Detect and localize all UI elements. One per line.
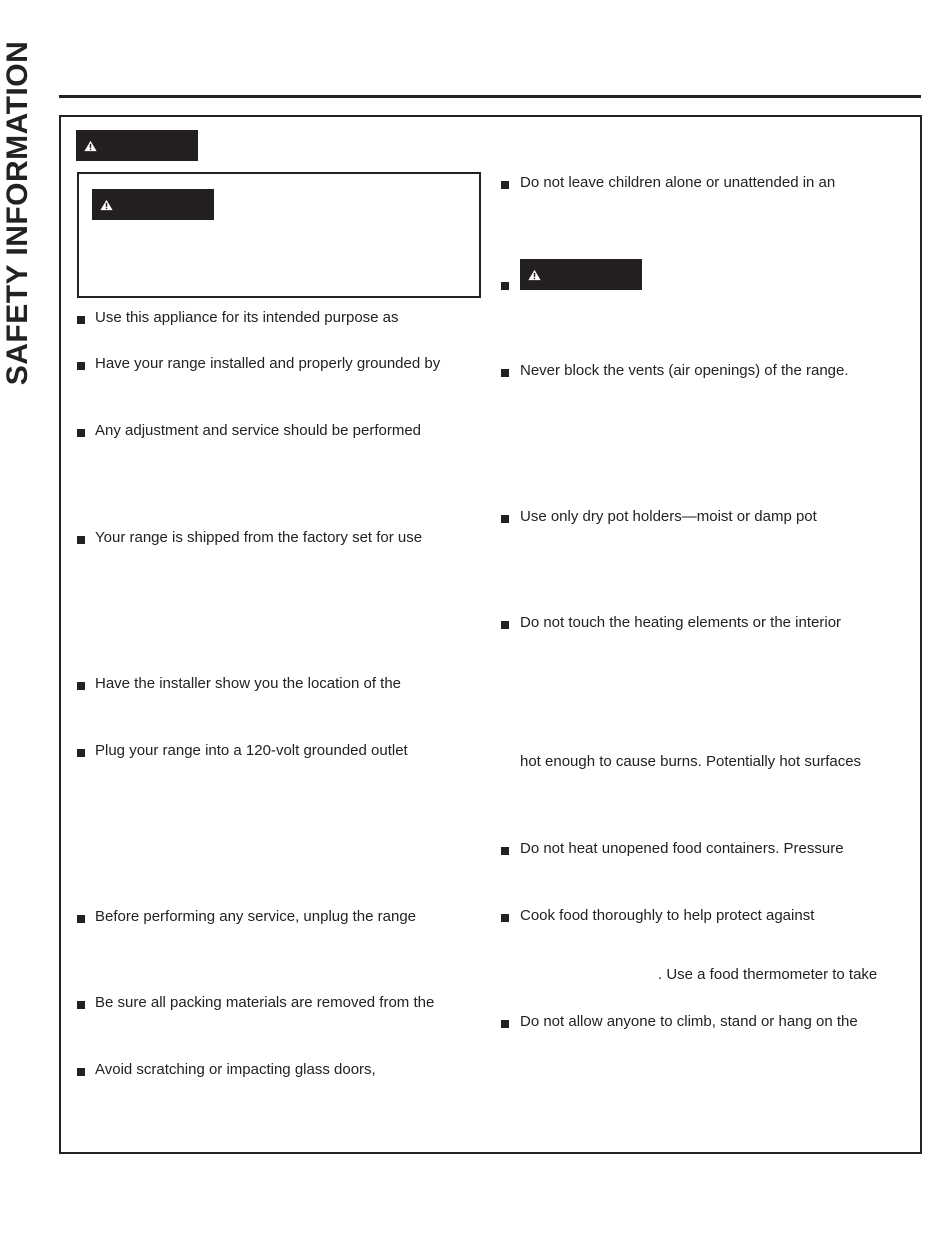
warning-triangle-icon bbox=[84, 140, 97, 152]
square-bullet-icon bbox=[77, 536, 85, 544]
square-bullet-icon bbox=[77, 1068, 85, 1076]
square-bullet-icon bbox=[77, 915, 85, 923]
warning-triangle-icon bbox=[100, 199, 113, 211]
right-safety-item: Cook food thoroughly to help protect against bbox=[520, 907, 815, 924]
square-bullet-icon bbox=[501, 847, 509, 855]
right-continuation-line: hot enough to cause burns. Potentially hot surfaces bbox=[520, 753, 862, 770]
side-section-title: SAFETY INFORMATION bbox=[1, 40, 34, 386]
warning-badge bbox=[520, 259, 642, 290]
square-bullet-icon bbox=[501, 621, 509, 629]
right-safety-item: Do not leave children alone or unattended in an bbox=[520, 174, 836, 191]
header-rule bbox=[59, 95, 921, 98]
left-safety-item: Your range is shipped from the factory set for use bbox=[95, 529, 423, 546]
warning-triangle-icon bbox=[528, 269, 541, 281]
left-safety-item: Have your range installed and properly grounded by bbox=[95, 355, 441, 372]
square-bullet-icon bbox=[77, 682, 85, 690]
right-safety-item: Never block the vents (air openings) of the range. bbox=[520, 362, 849, 379]
square-bullet-icon bbox=[501, 369, 509, 377]
right-safety-item: Do not touch the heating elements or the interior bbox=[520, 614, 842, 631]
left-safety-item: Before performing any service, unplug the range bbox=[95, 908, 417, 925]
left-safety-item: Avoid scratching or impacting glass doors, bbox=[95, 1061, 376, 1078]
square-bullet-icon bbox=[501, 282, 509, 290]
left-safety-item: Plug your range into a 120-volt grounded outlet bbox=[95, 742, 408, 759]
square-bullet-icon bbox=[501, 515, 509, 523]
left-safety-item: Have the installer show you the location of the bbox=[95, 675, 402, 692]
right-continuation-line: . Use a food thermometer to take bbox=[658, 966, 878, 983]
left-safety-item: Use this appliance for its intended purpose as bbox=[95, 309, 399, 326]
square-bullet-icon bbox=[77, 429, 85, 437]
square-bullet-icon bbox=[77, 316, 85, 324]
square-bullet-icon bbox=[77, 362, 85, 370]
right-safety-item: Do not heat unopened food containers. Pressure bbox=[520, 840, 844, 857]
square-bullet-icon bbox=[501, 1020, 509, 1028]
right-safety-item: Do not allow anyone to climb, stand or hang on the bbox=[520, 1013, 858, 1030]
square-bullet-icon bbox=[77, 1001, 85, 1009]
square-bullet-icon bbox=[501, 914, 509, 922]
warning-badge bbox=[76, 130, 198, 161]
square-bullet-icon bbox=[501, 181, 509, 189]
right-safety-item: Use only dry pot holders—moist or damp pot bbox=[520, 508, 817, 525]
left-safety-item: Any adjustment and service should be performed bbox=[95, 422, 422, 439]
square-bullet-icon bbox=[77, 749, 85, 757]
warning-badge bbox=[92, 189, 214, 220]
left-safety-item: Be sure all packing materials are removed from the bbox=[95, 994, 435, 1011]
